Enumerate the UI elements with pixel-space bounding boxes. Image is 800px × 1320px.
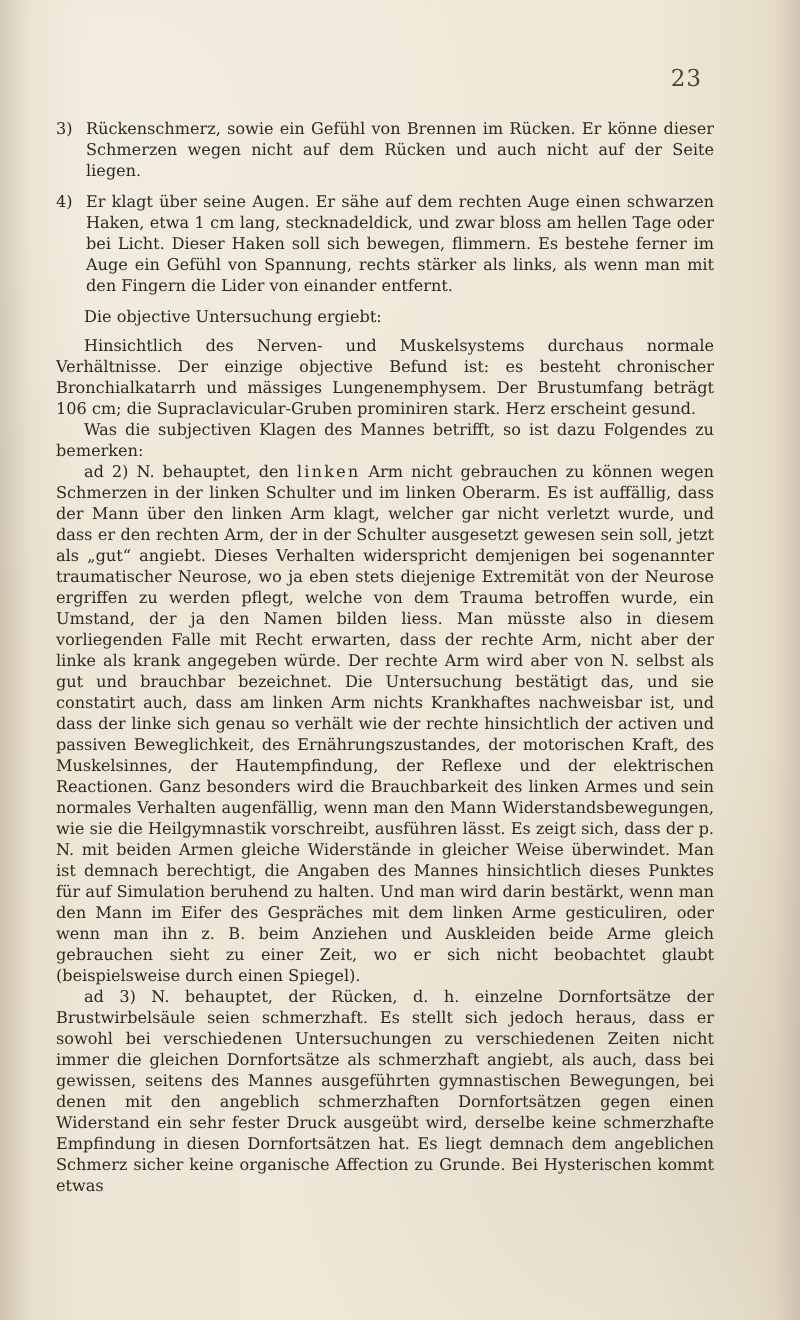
document-body [56,118,714,1196]
list-number: 4) [56,192,73,211]
objective-findings-paragraph: Hinsichtlich des Nerven- und Muskelsystems durchaus normale Verhältnisse. Der einzige objective Befund ist: es besteht chronischer Bronchialkatarrh und mässiges Lungenemphysem. Der Brustumfang beträgt 106 cm; die Supraclavicular-Gruben prominiren stark. Herz erscheint gesund. [56,336,714,418]
objective-examination-intro: Die objective Untersuchung ergiebt: [84,307,382,326]
paragraph-ad-3: ad 3) N. behauptet, der Rücken, d. h. einzelne Dornfortsätze der Brustwirbelsäule seien schmerzhaft. Es stellt sich jedoch heraus, dass er sowohl bei verschiedenen Untersuchungen zu verschiedenen Zeiten nicht immer die gleichen Dornfortsätze als schmerzhaft angiebt, als auch, dass bei gewissen, seitens des Mannes ausgeführten gymnastischen Bewegungen, bei denen mit den angeblich schmerzhaften Dornfortsätzen gegen einen Widerstand ein sehr fester Druck ausgeübt wird, derselbe keine schmerzhafte Empfindung in diesen Dornfortsätzen hat. Es liegt demnach dem angeblichen Schmerz sicher keine organische Affection zu Grunde. Bei Hysterischen kommt etwas [56,987,714,1195]
list-number: 3) [56,119,73,138]
complaint-item-4 [56,191,714,296]
paragraph-ad-2-start: ad 2) N. behauptet, den [84,462,297,481]
page-number: 23 [670,66,702,92]
paragraph-spacer [56,327,714,335]
list-text: Er klagt über seine Augen. Er sähe auf dem rechten Auge einen schwarzen Haken, etwa 1 cm lang, stecknadeldick, und zwar bloss am hellen Tage oder bei Licht. Dieser Haken soll sich bewegen, flimmern. Es bestehe ferner im Auge ein Gefühl von Spannung, rechts stärker als links, als wenn man mit den Fingern die Lider von einander entfernt. [86,192,714,295]
complaint-item-3 [56,118,714,181]
paragraph-ad-2 [56,461,714,986]
paragraph-ad-2-rest: Arm nicht gebrauchen zu können wegen Schmerzen in der linken Schulter und im linken Oberarm. Es ist auffällig, dass der Mann über den linken Arm klagt, welcher gar nicht verletzt wurde, und dass er den rechten Arm, der in der Schulter ausgesetzt gewesen sein soll, jetzt als „gut“ angiebt. Dieses Verhalten widerspricht demjenigen bei sogenannter traumatischer Neurose, wo ja eben stets diejenige Extremität von der Neurose ergriffen zu werden pflegt, welche von dem Trauma betroffen wurde, ein Umstand, der ja den Namen bilden liess. Man müsste also in diesem vorliegenden Falle mit Recht erwarten, dass der rechte Arm, nicht aber der linke als krank angegeben würde. Der rechte Arm wird aber von N. selbst als gut und brauchbar bezeichnet. Die Untersuchung bestätigt das, und sie constatirt auch, dass am linken Arm nichts Krankhaftes nachweisbar ist, und dass der linke sich genau so verhält wie der rechte hinsichtlich der activen und passiven Beweglichkeit, des Ernährungszustandes, der motorischen Kraft, des Muskelsinnes, der Hautempfindung, der Reflexe und der elektrischen Reactionen. Ganz besonders wird die Brauchbarkeit des linken Armes und sein normales Verhalten augenfällig, wenn man den Mann Widerstandsbewegungen, wie sie die Heilgymnastik vorschreibt, ausführen lässt. Es zeigt sich, dass der p. N. mit beiden Armen gleiche Widerstände in gleicher Weise überwindet. Man ist demnach berechtigt, die Angaben des Mannes hinsichtlich dieses Punktes für auf Simulation beruhend zu halten. Und man wird darin bestärkt, wenn man den Mann im Eifer des Gespräches mit dem linken Arme gesticuliren, oder wenn man ihn z. B. beim Anziehen und Auskleiden beide Arme gleich gebrauchen sieht zu einer Zeit, wo er sich nicht beobachtet glaubt (beispielsweise durch einen Spiegel). [56,462,714,985]
emphasized-left-word: linken [296,462,361,481]
subjective-complaints-intro: Was die subjectiven Klagen des Mannes betrifft, so ist dazu Folgendes zu bemerken: [56,420,714,460]
list-text: Rückenschmerz, sowie ein Gefühl von Brennen im Rücken. Er könne dieser Schmerzen wegen nicht auf dem Rücken und auch nicht auf der Seite liegen. [86,119,714,180]
